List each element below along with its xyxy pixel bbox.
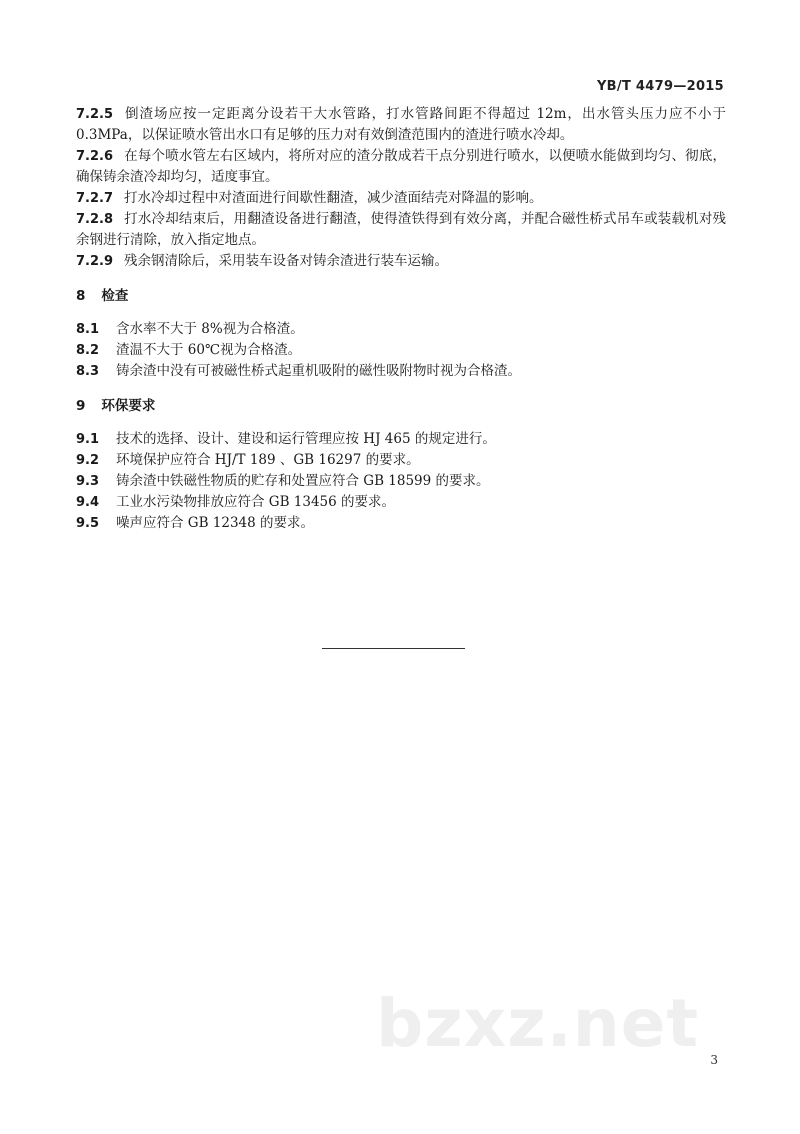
section-title: 检查	[101, 288, 129, 304]
clause-text: 渣温不大于 60℃视为合格渣。	[116, 342, 302, 358]
clause-text: 打水冷却结束后，用翻渣设备进行翻渣，使得渣铁得到有效分离，并配合磁性桥式吊车或装载机对残余钢进行清除，放入指定地点。	[76, 211, 726, 248]
end-of-standard-line	[322, 648, 465, 649]
clause-number: 9.4	[76, 495, 100, 510]
document-body	[76, 104, 726, 534]
clause-7-2-6	[76, 146, 726, 188]
clause-8-2	[76, 340, 726, 361]
clause-9-3	[76, 471, 726, 492]
clause-text: 含水率不大于 8%视为合格渣。	[116, 321, 304, 337]
clause-number: 8.3	[76, 364, 100, 379]
clause-8-1	[76, 319, 726, 340]
clause-number: 8.1	[76, 322, 100, 337]
clause-number: 8.2	[76, 343, 100, 358]
clause-9-1	[76, 429, 726, 450]
clause-number: 7.2.7	[76, 191, 114, 206]
clause-9-5	[76, 513, 726, 534]
clause-text: 倒渣场应按一定距离分设若干大水管路，打水管路间距不得超过 12m，出水管头压力应不小于 0.3MPa，以保证喷水管出水口有足够的压力对有效倒渣范围内的渣进行喷水冷却。	[76, 106, 726, 143]
section-number: 8	[76, 288, 86, 304]
clause-text: 环境保护应符合 HJ/T 189 、GB 16297 的要求。	[116, 452, 420, 468]
clause-number: 9.3	[76, 474, 100, 489]
clause-7-2-5	[76, 104, 726, 146]
clause-text: 工业水污染物排放应符合 GB 13456 的要求。	[116, 494, 396, 510]
clause-number: 7.2.8	[76, 212, 114, 227]
clause-text: 在每个喷水管左右区域内，将所对应的渣分散成若干点分别进行喷水，以便喷水能做到均匀、彻底，确保铸余渣冷却均匀，适度事宜。	[76, 148, 726, 185]
clause-text: 技术的选择、设计、建设和运行管理应按 HJ 465 的规定进行。	[116, 431, 496, 447]
watermark: bzxz.net	[376, 985, 700, 1062]
clause-number: 7.2.6	[76, 149, 114, 164]
clause-text: 铸余渣中铁磁性物质的贮存和处置应符合 GB 18599 的要求。	[116, 473, 490, 489]
clause-number: 9.1	[76, 432, 100, 447]
clause-9-4	[76, 492, 726, 513]
standard-code: YB/T 4479—2015	[596, 79, 724, 94]
clause-text: 打水冷却过程中对渣面进行间歇性翻渣，减少渣面结壳对降温的影响。	[124, 190, 543, 206]
clause-text: 铸余渣中没有可被磁性桥式起重机吸附的磁性吸附物时视为合格渣。	[116, 363, 521, 379]
clause-number: 7.2.9	[76, 254, 114, 269]
clause-7-2-7	[76, 188, 726, 209]
page-number: 3	[710, 1053, 718, 1067]
clause-text: 噪声应符合 GB 12348 的要求。	[116, 515, 315, 531]
clause-number: 9.2	[76, 453, 100, 468]
section-number: 9	[76, 398, 86, 414]
clause-number: 9.5	[76, 516, 100, 531]
clause-9-2	[76, 450, 726, 471]
section-8-heading	[76, 286, 726, 307]
clause-7-2-9	[76, 251, 726, 272]
section-9-heading	[76, 396, 726, 417]
section-title: 环保要求	[101, 398, 156, 414]
clause-text: 残余钢清除后，采用装车设备对铸余渣进行装车运输。	[124, 253, 448, 269]
clause-7-2-8	[76, 209, 726, 251]
clause-number: 7.2.5	[76, 107, 114, 122]
clause-8-3	[76, 361, 726, 382]
